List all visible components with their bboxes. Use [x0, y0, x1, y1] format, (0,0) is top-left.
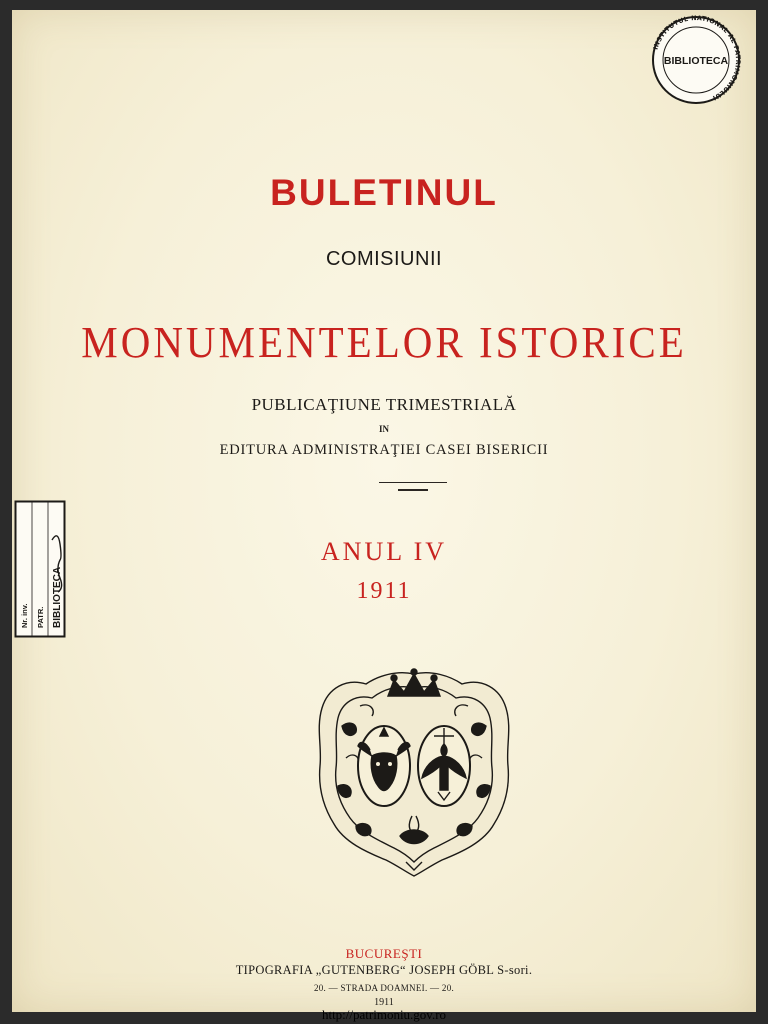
coat-of-arms-icon: [316, 666, 512, 878]
stamp-side-line-1: BIBLIOTECA: [52, 566, 63, 628]
publication-connector: IN: [378, 424, 389, 434]
publisher: EDITURA ADMINISTRAŢIEI CASEI BISERICII: [219, 442, 549, 458]
volume-year: 1911: [356, 578, 412, 604]
imprint-year: 1911: [374, 997, 394, 1008]
stamp-side-line-3: Nr. inv.: [20, 603, 29, 628]
stamp-center-text: BIBLIOTECA: [663, 55, 729, 67]
title-buletinul: BULETINUL: [270, 172, 498, 213]
stamp-ring-text: INSTITUTUL NATIONAL AL PATRIMONIULUI: [651, 15, 743, 103]
divider-long: [379, 482, 447, 483]
imprint-address: 20. — STRADA DOAMNEI. — 20.: [313, 983, 455, 993]
stamp-side-line-2: PATR.: [36, 606, 45, 628]
source-url-link[interactable]: http://patrimoniu.gov.ro: [321, 1007, 447, 1022]
library-stamp-side: [14, 500, 66, 638]
imprint-printer: TIPOGRAFIA „GUTENBERG“ JOSEPH GÖBL S-sori.: [235, 963, 533, 977]
title-monumentelor-istorice: MONUMENTELOR ISTORICE: [81, 317, 687, 367]
title-comisiunii: COMISIUNII: [325, 248, 443, 270]
library-stamp-round: [637, 15, 755, 105]
publication-type: PUBLICAŢIUNE TRIMESTRIALĂ: [251, 395, 517, 414]
volume-label: ANUL IV: [320, 537, 448, 566]
divider-short: [398, 489, 428, 491]
imprint-city: BUCUREŞTI: [345, 946, 423, 961]
